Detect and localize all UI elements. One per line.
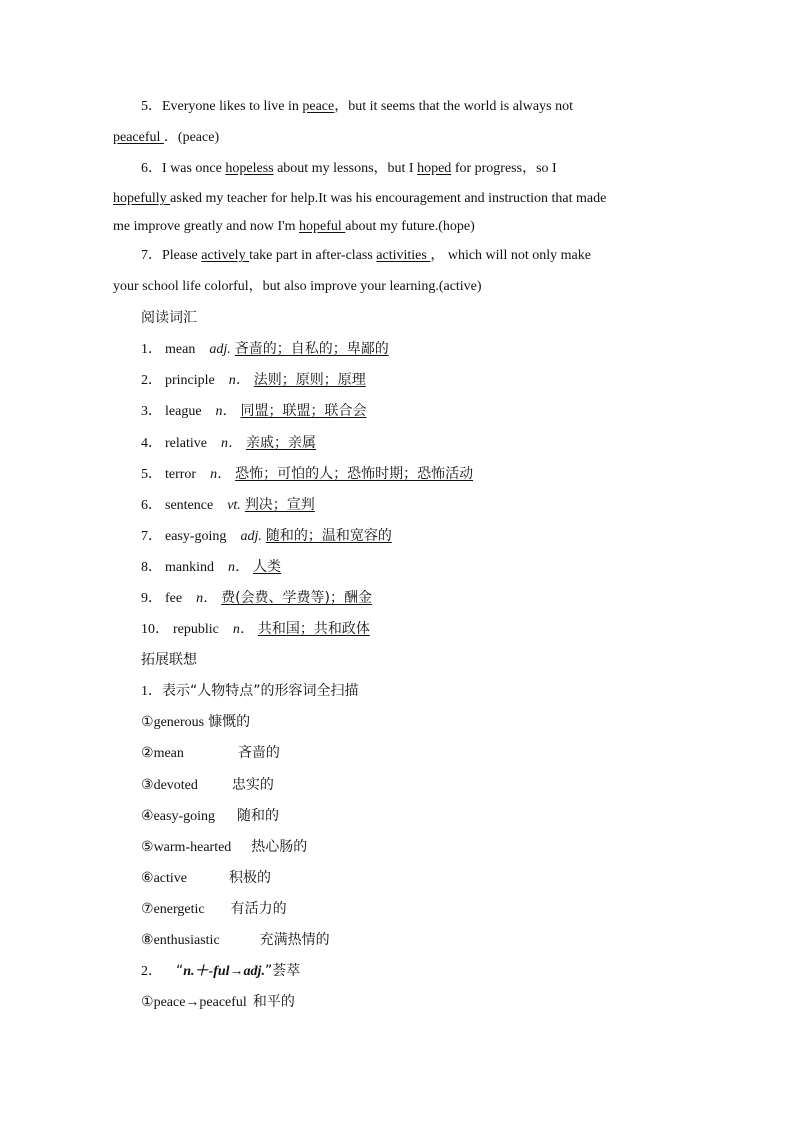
vocab-number: 6． — [141, 498, 162, 513]
vocab-number: 9． — [141, 591, 162, 606]
vocab-definition: 随和的；温和宽容的 — [265, 528, 392, 544]
vocab-definition: 亲戚；亲属 — [245, 435, 316, 451]
vocab-item — [141, 619, 681, 640]
exercise-7-line-2 — [113, 277, 681, 297]
item-marker: ⑥ — [141, 871, 154, 886]
section-heading-reading-vocab: 阅读词汇 — [141, 310, 197, 326]
sentence-text: ，but it seems that the world is always not — [334, 99, 573, 114]
vocab-word: mankind — [165, 560, 214, 575]
answer-blank: activities — [376, 248, 431, 263]
adjective-item — [141, 712, 681, 733]
answer-blank: peaceful — [113, 130, 164, 145]
adjective-english: generous — [153, 715, 205, 730]
adjective-chinese: 忠实的 — [231, 777, 274, 793]
adjective-english: enthusiastic — [153, 933, 220, 948]
sentence-text: about my lessons，but I — [273, 161, 418, 176]
vocab-word: fee — [165, 591, 183, 606]
exercise-5-line-1 — [141, 97, 681, 117]
vocab-item — [141, 588, 681, 609]
answer-blank: hopeful — [299, 219, 346, 234]
adjective-chinese: 积极的 — [228, 870, 271, 886]
ful-word-item — [141, 992, 681, 1013]
answer-blank: hoped — [417, 161, 452, 176]
vocab-number: 1． — [141, 342, 162, 357]
quote-open: “ — [176, 963, 184, 979]
adjective-english: mean — [153, 746, 184, 761]
vocab-item — [141, 433, 681, 454]
word-meaning: 和平的 — [252, 994, 295, 1010]
part-of-speech: n． — [228, 373, 250, 388]
section-number: 1． — [141, 684, 162, 699]
exercise-number: 6． — [141, 161, 162, 176]
part-of-speech: n． — [220, 436, 242, 451]
vocab-word: principle — [165, 373, 215, 388]
adjective-english: warm-hearted — [153, 840, 232, 855]
adjective-english: easy-going — [153, 809, 215, 824]
vocab-item — [141, 557, 681, 578]
sentence-text: your school life colorful，but also improve your learning.(active) — [113, 279, 482, 294]
sentence-text: take part in after-class — [249, 248, 377, 263]
section-heading-extension: 拓展联想 — [141, 652, 197, 668]
vocab-number: 2． — [141, 373, 162, 388]
vocab-word: republic — [173, 622, 219, 637]
vocab-item — [141, 401, 681, 422]
adjective-chinese: 有活力的 — [230, 901, 287, 917]
exercise-6-line-1 — [141, 159, 681, 179]
part-of-speech: n． — [196, 591, 218, 606]
sentence-text: ， which will not only make — [430, 248, 591, 263]
adjective-chinese: 吝啬的 — [237, 745, 280, 761]
item-marker: ⑤ — [141, 840, 154, 855]
adjective-chinese: 充满热情的 — [259, 932, 330, 948]
part-of-speech: adj. — [240, 529, 262, 544]
item-marker: ⑧ — [141, 933, 154, 948]
part-of-speech: n． — [232, 622, 254, 637]
part-of-speech: vt. — [227, 498, 241, 513]
vocab-definition: 判决；宣判 — [244, 497, 315, 513]
sentence-text: me improve greatly and now I'm — [113, 219, 300, 234]
sentence-text: Everyone likes to live in — [162, 99, 303, 114]
vocab-number: 7． — [141, 529, 162, 544]
adjective-chinese: 慷慨的 — [208, 714, 251, 730]
vocab-word: mean — [165, 342, 196, 357]
part-of-speech: n． — [215, 404, 237, 419]
vocab-word: terror — [165, 467, 197, 482]
exercise-number: 5． — [141, 99, 162, 114]
item-marker: ③ — [141, 778, 154, 793]
sentence-text: asked my teacher for help.It was his encouragement and instruction that made — [170, 191, 607, 206]
sentence-text: about my future.(hope) — [345, 219, 475, 234]
exercise-number: 7． — [141, 248, 162, 263]
section-title: 表示“人物特点”的形容词全扫描 — [162, 683, 359, 699]
section-number: 2． — [141, 964, 162, 979]
vocab-definition: 法则；原则；原理 — [253, 372, 366, 388]
vocab-definition: 恐怖；可怕的人；恐怖时期；恐怖活动 — [235, 466, 474, 482]
vocab-word: easy-going — [165, 529, 227, 544]
part-of-speech: adj. — [209, 342, 231, 357]
vocab-number: 8． — [141, 560, 162, 575]
answer-blank: actively — [201, 248, 250, 263]
vocab-word: relative — [165, 436, 207, 451]
adjective-item — [141, 930, 681, 951]
vocab-item — [141, 464, 681, 485]
item-marker: ④ — [141, 809, 154, 824]
adjective-english: active — [153, 871, 187, 886]
exercise-6-line-2 — [113, 189, 681, 209]
vocab-item — [141, 495, 681, 516]
item-marker: ① — [141, 715, 154, 730]
vocab-definition: 共和国；共和政体 — [257, 621, 370, 637]
vocab-item — [141, 526, 681, 547]
adjective-item — [141, 837, 681, 858]
vocab-definition: 人类 — [253, 559, 281, 575]
extension-section-1-title — [141, 681, 681, 702]
exercise-7-line-1 — [141, 246, 681, 266]
vocab-number: 5． — [141, 467, 162, 482]
adjective-chinese: 随和的 — [237, 808, 279, 824]
vocab-definition: 吝啬的；自私的；卑鄙的 — [234, 341, 389, 357]
exercise-5-line-2 — [113, 128, 681, 148]
vocab-item — [141, 339, 681, 360]
vocab-definition: 同盟；联盟；联合会 — [240, 403, 367, 419]
adjective-english: devoted — [153, 778, 198, 793]
item-marker: ① — [141, 995, 154, 1010]
part-of-speech: n． — [228, 560, 249, 575]
sentence-text: ．(peace) — [163, 130, 220, 145]
adjective-english: energetic — [153, 902, 205, 917]
answer-blank: peace — [302, 99, 335, 114]
sentence-text: I was once — [162, 161, 226, 176]
part-of-speech: n． — [210, 467, 232, 482]
vocab-word: league — [165, 404, 202, 419]
adjective-item — [141, 899, 681, 920]
section-title: ”荟萃 — [264, 963, 301, 979]
sentence-text: for progress，so I — [451, 161, 557, 176]
adjective-item — [141, 775, 681, 796]
adjective-item — [141, 806, 681, 827]
answer-blank: hopefully — [113, 191, 171, 206]
vocab-item — [141, 370, 681, 391]
vocab-word: sentence — [165, 498, 214, 513]
adjective-item — [141, 868, 681, 889]
sentence-text: Please — [162, 248, 202, 263]
word-formation: peace→peaceful — [153, 995, 247, 1010]
adjective-chinese: 热心肠的 — [251, 839, 308, 855]
exercise-6-line-3 — [113, 217, 681, 237]
vocab-number: 3． — [141, 404, 162, 419]
item-marker: ② — [141, 746, 154, 761]
word-formation-formula: n.＋-ful→adj. — [183, 964, 265, 979]
vocab-number: 10． — [141, 622, 169, 637]
adjective-item — [141, 743, 681, 764]
vocab-number: 4． — [141, 436, 162, 451]
answer-blank: hopeless — [225, 161, 274, 176]
extension-section-2-title — [141, 961, 681, 982]
vocab-definition: 费(会费、学费等)；酬金 — [221, 590, 373, 606]
item-marker: ⑦ — [141, 902, 154, 917]
